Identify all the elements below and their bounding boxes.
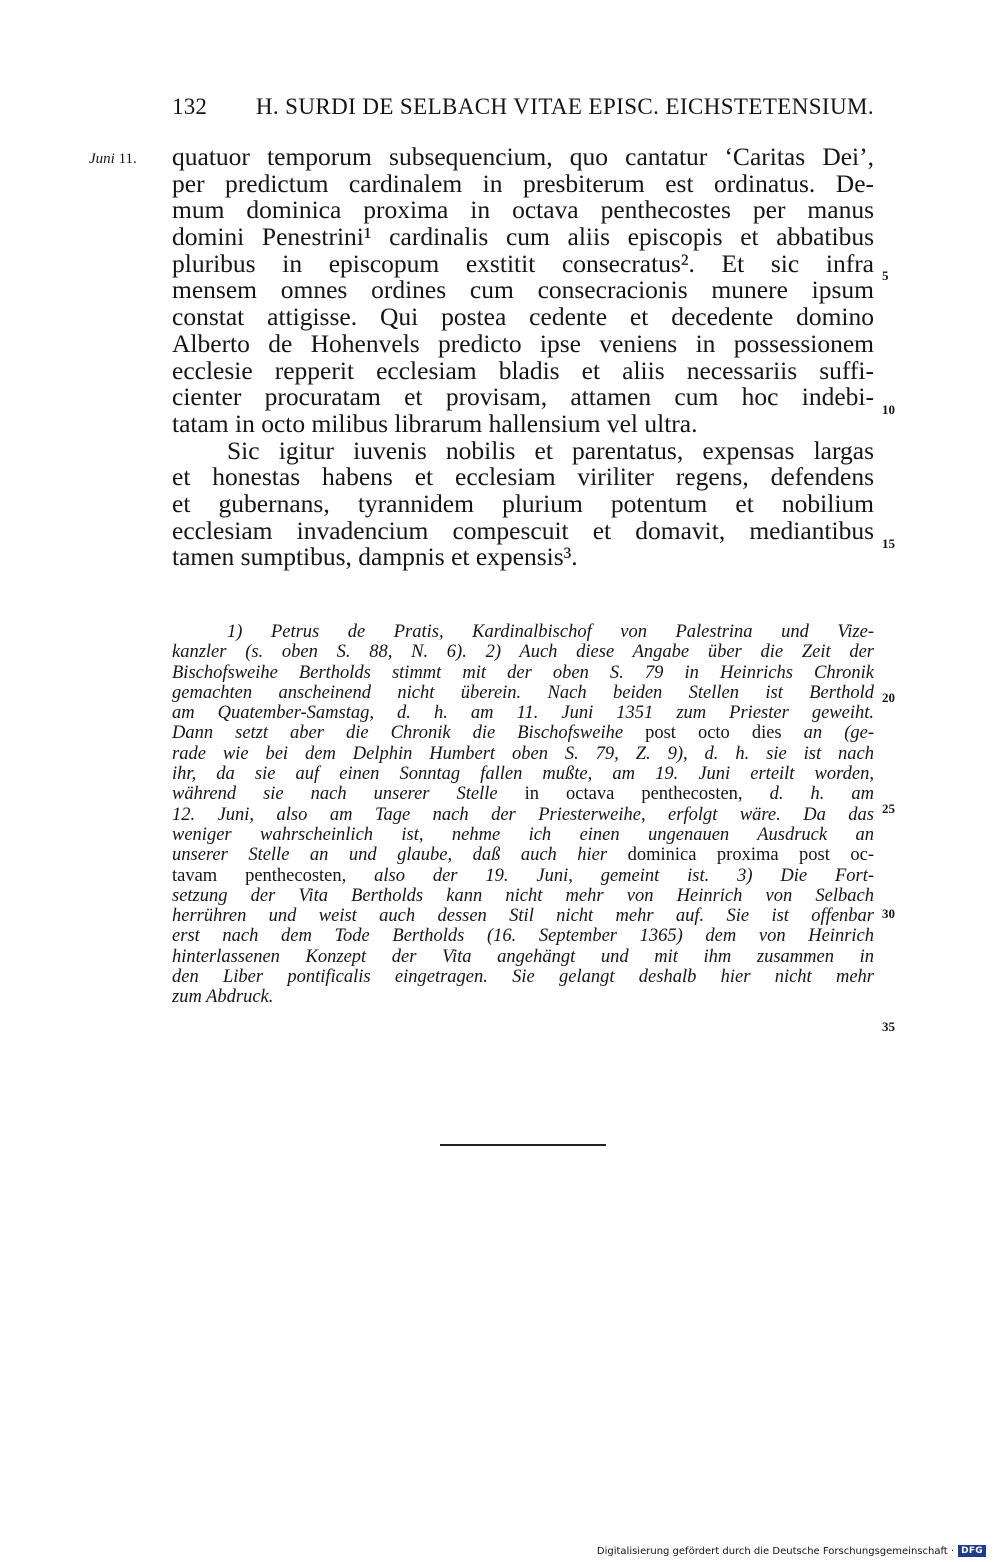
footnotes bbox=[172, 622, 874, 1008]
line-number: 20 bbox=[882, 690, 895, 705]
closing-rule bbox=[440, 1144, 606, 1146]
quoted-latin: in octava penthecosten, bbox=[524, 784, 743, 805]
footnote-line: Bischofsweihe Bertholds stimmt mit der oben S. 79 in Heinrichs Chronik bbox=[172, 662, 874, 683]
footnote-line: setzung der Vita Bertholds kann nicht mehr von Heinrich von Selbach bbox=[172, 885, 874, 906]
body-line: mum dominica proxima in octava penthecostes per manus bbox=[172, 195, 874, 225]
dfg-logo: DFG bbox=[958, 1545, 986, 1557]
quoted-latin: post octo dies bbox=[645, 723, 782, 744]
body-line: ecclesiam invadencium compescuit et domavit, mediantibus bbox=[172, 515, 874, 545]
line-number: 25 bbox=[882, 801, 895, 816]
body-line: Sic igitur iuvenis nobilis et parentatus, expensas largas bbox=[227, 435, 874, 465]
quoted-latin: tavam penthecosten, bbox=[172, 865, 347, 886]
footnote-line: am Quatember-Samstag, d. h. am 11. Juni 1351 zum Priester geweiht. bbox=[172, 703, 874, 724]
footnote-line bbox=[172, 845, 874, 865]
footnote-line: rade wie bei dem Delphin Humbert oben S. 79, Z. 9), d. h. sie ist nach bbox=[172, 743, 874, 764]
footnote-segment: unserer Stelle an und glaube, daß auch hier bbox=[172, 845, 608, 866]
body-line: mensem omnes ordines cum consecracionis munere ipsum bbox=[172, 275, 874, 305]
footnote-line: hinterlassenen Konzept der Vita angehängt und mit ihm zusammen in bbox=[172, 946, 874, 967]
footnote-segment: d. h. am bbox=[769, 784, 875, 805]
margin-note-month: Juni bbox=[89, 151, 115, 167]
footnote-line: erst nach dem Tode Bertholds (16. September 1365) dem von Heinrich bbox=[172, 926, 874, 947]
footnote-line: 12. Juni, also am Tage nach der Priesterweihe, erfolgt wäre. Da das bbox=[172, 804, 874, 825]
body-line: ecclesie repperit ecclesiam bladis et aliis necessariis suffi- bbox=[172, 355, 874, 385]
body-line: domini Penestrini¹ cardinalis cum aliis episcopis et abbatibus bbox=[172, 222, 874, 252]
line-number: 10 bbox=[882, 402, 895, 417]
margin-date-note bbox=[89, 151, 137, 168]
footnote-segment: an (ge- bbox=[803, 723, 874, 744]
body-line: tatam in octo milibus librarum hallensium vel ultra. bbox=[172, 408, 698, 438]
margin-note-day: 11. bbox=[118, 151, 137, 167]
running-head bbox=[172, 94, 874, 120]
body-line: tamen sumptibus, dampnis et expensis³. bbox=[172, 542, 578, 572]
body-line: pluribus in episcopum exstitit consecratus². Et sic infra bbox=[172, 248, 874, 278]
footnote-line bbox=[172, 784, 874, 804]
body-line: cienter procuratam et provisam, attamen cum hoc indebi- bbox=[172, 382, 874, 412]
body-line: constat attigisse. Qui postea cedente et decedente domino bbox=[172, 302, 874, 332]
body-line: per predictum cardinalem in presbiterum est ordinatus. De- bbox=[172, 168, 874, 198]
body-line: et gubernans, tyrannidem plurium potentum et nobilium bbox=[172, 488, 874, 518]
quoted-latin: dominica proxima post oc- bbox=[627, 845, 874, 866]
footer-text: Digitalisierung gefördert durch die Deutsche Forschungsgemeinschaft · bbox=[596, 1545, 955, 1557]
line-number: 35 bbox=[882, 1019, 895, 1034]
footnote-line: kanzler (s. oben S. 88, N. 6). 2) Auch diese Angabe über die Zeit der bbox=[172, 642, 874, 663]
footnote-line: zum Abdruck. bbox=[172, 987, 274, 1008]
footnote-line: 1) Petrus de Pratis, Kardinalbischof von Palestrina und Vize- bbox=[227, 622, 874, 642]
main-text bbox=[172, 144, 874, 571]
page-number: 132 bbox=[172, 94, 208, 119]
footnote-line bbox=[172, 866, 874, 886]
footnote-line: den Liber pontificalis eingetragen. Sie gelangt deshalb hier nicht mehr bbox=[172, 967, 874, 988]
body-line: Alberto de Hohenvels predicto ipse veniens in possessionem bbox=[172, 328, 874, 358]
running-title: H. SURDI DE SELBACH VITAE EPISC. EICHSTETENSIUM. bbox=[255, 94, 874, 119]
body-line: et honestas habens et ecclesiam viriliter regens, defendens bbox=[172, 462, 874, 492]
line-number: 15 bbox=[882, 536, 895, 551]
footnote-line: ihr, da sie auf einen Sonntag fallen mußte, am 19. Juni erteilt worden, bbox=[172, 764, 874, 785]
digitization-footer bbox=[597, 1545, 986, 1557]
line-number: 5 bbox=[882, 268, 889, 283]
footnote-line: weniger wahrscheinlich ist, nehme ich einen ungenauen Ausdruck an bbox=[172, 824, 874, 845]
footnote-line: gemachten anscheinend nicht überein. Nach beiden Stellen ist Berthold bbox=[172, 682, 874, 703]
footnote-segment: also der 19. Juni, gemeint ist. 3) Die Fort- bbox=[374, 865, 874, 886]
footnote-line: herrühren und weist auch dessen Stil nicht mehr auf. Sie ist offenbar bbox=[172, 906, 874, 927]
line-number: 30 bbox=[882, 906, 895, 921]
footnote-segment: Dann setzt aber die Chronik die Bischofsweihe bbox=[172, 723, 624, 744]
footnote-line bbox=[172, 723, 874, 743]
footnote-segment: während sie nach unserer Stelle bbox=[172, 784, 498, 805]
body-line: quatuor temporum subsequencium, quo cantatur ‘Caritas Dei’, bbox=[172, 142, 874, 171]
